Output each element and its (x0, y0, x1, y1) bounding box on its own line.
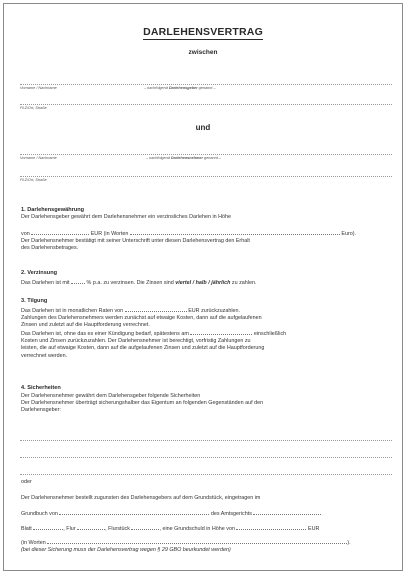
borrower-address-line[interactable] (20, 176, 392, 177)
lender-name-label: Vorname / Nachname (20, 86, 57, 90)
lender-address-line[interactable] (20, 104, 392, 105)
or-label: oder (21, 479, 32, 485)
section-3-body: Das Darlehen ist in monatlichen Raten von EUR zurückzuzahlen. Zahlungen des Darlehensnehmers werden zunächst auf etwaige Kosten, dann auf die aufgelaufenen Zinsen und zuletzt auf die Hauptforderung verrechnet. Das Darlehen ist, ohne das es einer Kündigung bedarf, spätestens am einschließlich Kosten und Zinsen zurückzuzahlen. Der Darlehensnehmer ist berechtigt, vorfristig Zahlungen zu leisten, die auf etwaige Kosten, dann auf die aufgelaufenen Zinsen und zuletzt auf die Hauptforderung verrechnet werden. (21, 308, 287, 359)
land-charge-words-field[interactable] (47, 538, 347, 544)
sheet-field[interactable] (33, 524, 63, 530)
document-title: DARLEHENSVERTRAG (143, 26, 263, 38)
due-date-field[interactable] (190, 329, 252, 335)
lender-name-line[interactable] (20, 84, 392, 85)
land-charge-text: Der Darlehensnehmer bestellt zugunsten des Darlehensgebers auf dem Grundstück, eingetragen im (21, 495, 261, 501)
collateral-line-2[interactable] (20, 457, 392, 458)
land-register-line: Grundbuch von des Amtsgerichts (21, 509, 393, 518)
borrower-name-label: Vorname / Nachname (20, 156, 57, 160)
court-field[interactable] (253, 509, 321, 515)
lender-address-label: PLZ/Ort, Straße (20, 106, 47, 110)
lender-hint: – nachfolgend Darlehensgeber genannt – (144, 86, 216, 90)
section-1-body: Der Darlehensgeber gewährt dem Darlehensnehmer ein verzinsliches Darlehen in Höhe von EUR (in Worten Euro). Der Darlehensnehmer bestätigt mit seiner Unterschrift unter diesen Darlehensvertrag den Erhalt des Darlehensbetrages. (21, 214, 357, 252)
section-2-heading: 2. Verzinsung (21, 270, 58, 276)
amount-field[interactable] (31, 229, 89, 235)
parcel-field[interactable] (131, 524, 159, 530)
section-4-body: Der Darlehensnehmer gewährt dem Darlehensgeber folgende Sicherheiten Der Darlehensnehmer überträgt sicherungshalber das Eigentum an folgenden Gegenständen auf den Darlehensgeber: (21, 393, 264, 414)
section-2-body: Das Darlehen ist mit % p.a. zu verzinsen. Die Zinsen sind viertel / halb / jährlich zu zahlen. (21, 280, 257, 286)
parcel-line: Blatt , Flur , Flurstück , eine Grundschuld in Höhe von EUR (21, 526, 320, 532)
contract-page (3, 3, 403, 571)
collateral-line-3[interactable] (20, 474, 392, 475)
borrower-name-line[interactable] (20, 154, 392, 155)
words-line: (in Worten ). (bei dieser Sicherung muss der Darlehensvertrag wegen § 29 GBO beurkundet werden) (21, 540, 351, 554)
land-charge-amount-field[interactable] (236, 524, 306, 530)
and-label: und (195, 123, 211, 132)
section-1-heading: 1. Darlehensgewährung (21, 207, 85, 213)
installment-field[interactable] (125, 306, 187, 312)
interest-rate-field[interactable] (71, 278, 85, 284)
between-label: zwischen (188, 49, 218, 56)
amount-words-field[interactable] (130, 229, 340, 235)
section-3-heading: 3. Tilgung (21, 298, 48, 304)
land-register-field[interactable] (59, 509, 209, 515)
borrower-hint: – nachfolgend Darlehensnehmer genannt – (146, 156, 221, 160)
section-4-heading: 4. Sicherheiten (21, 385, 61, 391)
field-field[interactable] (77, 524, 105, 530)
borrower-address-label: PLZ/Ort, Straße (20, 178, 47, 182)
collateral-line-1[interactable] (20, 440, 392, 441)
